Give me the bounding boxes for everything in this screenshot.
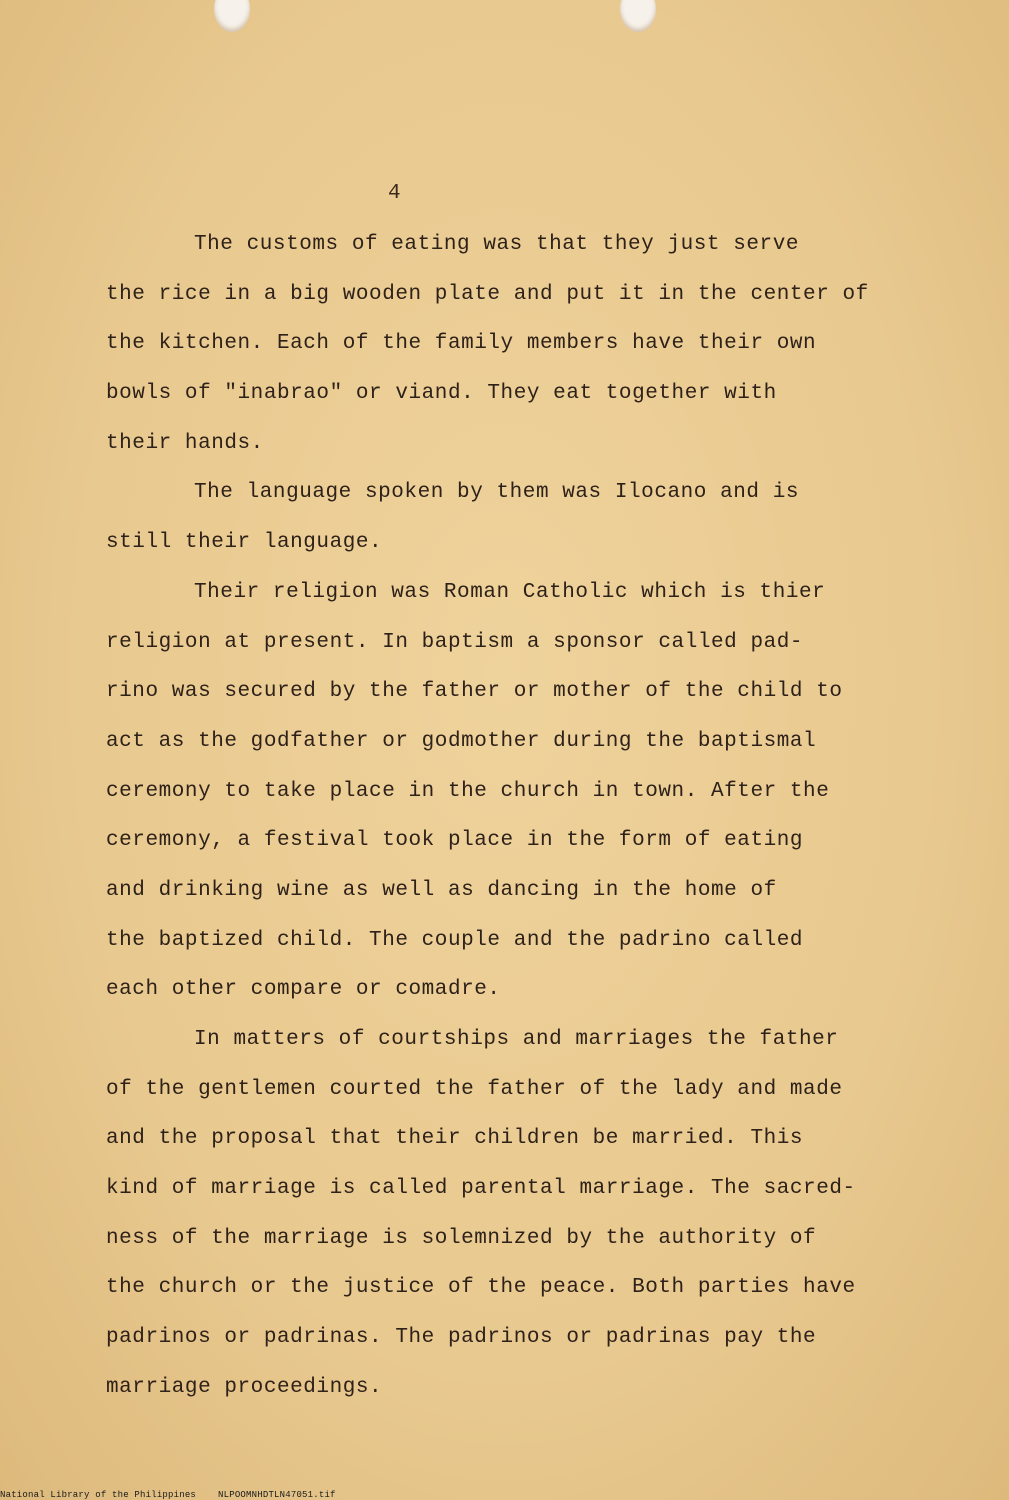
typed-text-body xyxy=(106,228,986,1421)
text-line: padrinos or padrinas. The padrinos or padrinas pay the xyxy=(106,1326,817,1350)
footer-library-name: National Library of the Philippines xyxy=(0,1490,197,1500)
text-line: and drinking wine as well as dancing in the home of xyxy=(106,878,777,902)
text-line: bowls of "inabrao" or viand. They eat together with xyxy=(106,382,777,406)
page-number: 4 xyxy=(388,182,401,205)
text-line: their hands. xyxy=(106,431,264,455)
text-line: the kitchen. Each of the family members have their own xyxy=(106,332,817,356)
text-line: ceremony, a festival took place in the form of eating xyxy=(106,829,804,853)
text-line: the church or the justice of the peace. Both parties have xyxy=(106,1276,856,1300)
text-line: In matters of courtships and marriages the father xyxy=(194,1028,839,1051)
text-line: the baptized child. The couple and the padrino called xyxy=(106,928,804,952)
text-line: each other compare or comadre. xyxy=(106,978,501,1002)
text-line: Their religion was Roman Catholic which is thier xyxy=(194,580,826,604)
punch-hole-left xyxy=(214,0,250,32)
text-line: The customs of eating was that they just serve xyxy=(194,233,799,256)
text-line: and the proposal that their children be married. This xyxy=(106,1127,804,1151)
punch-hole-right xyxy=(620,0,656,32)
scan-footer xyxy=(0,1490,336,1500)
text-line: ness of the marriage is solemnized by the authority of xyxy=(106,1226,817,1250)
text-line: still their language. xyxy=(106,531,383,555)
footer-file-code: NLPOOMNHDTLN47051.tif xyxy=(218,1490,336,1500)
text-line: of the gentlemen courted the father of the lady and made xyxy=(106,1077,843,1101)
text-line: The language spoken by them was Ilocano and is xyxy=(194,481,799,505)
text-line: act as the godfather or godmother during the baptismal xyxy=(106,729,817,753)
text-line: kind of marriage is called parental marriage. The sacred- xyxy=(106,1177,856,1201)
text-line: rino was secured by the father or mother of the child to xyxy=(106,680,843,704)
text-line: marriage proceedings. xyxy=(106,1375,383,1399)
text-line: the rice in a big wooden plate and put it in the center of xyxy=(106,282,869,306)
text-line: ceremony to take place in the church in town. After the xyxy=(106,779,830,803)
text-line: religion at present. In baptism a sponsor called pad- xyxy=(106,630,804,654)
